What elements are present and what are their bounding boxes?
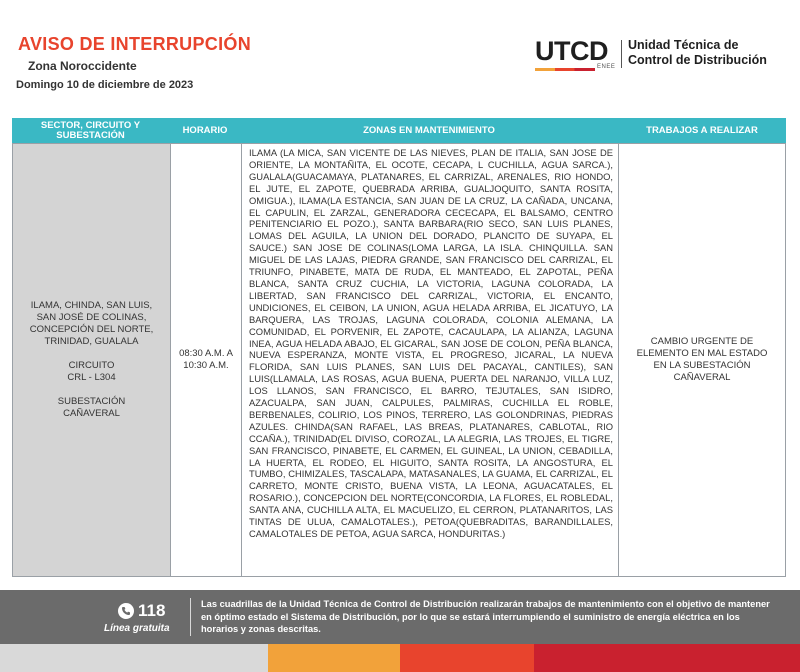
footer-separator [190, 598, 191, 636]
substation-value: CAÑAVERAL [63, 408, 120, 419]
logo-color-bars [535, 68, 595, 71]
footer-bar [0, 590, 800, 644]
phone-icon [118, 603, 134, 619]
trabajos-text: CAMBIO URGENTE DE ELEMENTO EN MAL ESTADO EN LA SUBESTACIÓN CAÑAVERAL [636, 336, 768, 383]
stripe-orange [268, 644, 400, 672]
logo-enee: ENEE [597, 64, 616, 70]
zonas-text: ILAMA (LA MICA, SAN VICENTE DE LAS NIEVES, PLAN DE ITALIA, SAN JOSE DE ORIENTE, LA MONTAÑITA, EL OCOTE, CECAPA, L CUCHILLA, AGUA SARCA.), GUALALA(GUACAMAYA, PLATANARES, EL CARRIZAL, ARENALES, RIO HONDO, EL JUTE, EL ZAPOTE, QUEBRADA ARRIBA, GUALJOQUITO, SANTA ROSITA, OMIGUA.), ILAMA(LA ESTANCIA, SAN JUAN DE LA CRUZ, LA CAÑADA, UNCANA, EL CAPULIN, EL ZARZAL, GENERADORA CECECAPA, EL BALSAMO, CENTRO PENITENCIARIO EL POZO.), SANTA BARBARA(RIO SECO, SAN LUIS PLANES, LOMAS DEL AGUILA, LA UNION DEL DORADO, PLANCITO DE SUYAPA, EL SAUCE.) SAN JOSE DE COLINAS(LOMA LARGA, LA ISLA. CHINQUILLA. SAN MIGUEL DE LAS LAJAS, PIEDRA GRANDE, SAN FRANCISCO DEL CARRIZAL, EL TRIUNFO, PINABETE, MATA DE RUDA, EL MANTEADO, EL ZAPOTAL, PEÑA BLANCA, SANTA CRUZ CUCHIA, LA VICTORIA, LAGUNA COLORADA, LA LIBERTAD, SAN FRANCISCO DEL CARRIZAL, VICTORIA, EL ENCANTO, UNDICIONES, EL CEIBON, LA UNION, AGUA HELADA ARRIBA, EL JICATUYO, LA BARQUERA, LAS TROJAS, LAGUNA COLORADA, COLONIA ALEMANA, LA COMUNIDAD, EL PORVENIR, EL ZAPOTE, CACAULAPA, LA ALIANZA, LAGUNA INEA, AGUA HELADA ABAJO, EL GICARAL, SAN JOSE DE COLON, PEÑA BLANCA, NUEVA ESPERANZA, MONTE VISTA, EL PROGRESO, JICARAL, LA NUEVA FLORIDA, SAN LUIS PLANES, SAN LUIS DEL PACAYAL, CANTILES), SAN LUIS(LLAMALA, LAS ROSAS, AGUA BUENA, PUERTA DEL NARANJO, VILLA LUZ, LOS LLANOS, SAN FRANCISCO, EL BARRO, TEJUTALES, SAN ISIDRO, AZACUALPA, SAN JUAN, CALPULES, PALMIRAS, CUCHILLA EL ROBLE, BERBENALES, COLIRIO, LOS PINOS, TERRERO, LAS GOLONDRINAS, PIEDRAS AZULES. CHINDA(SAN RAFAEL, LAS BREAS, PLATANARES, CABLOTAL, RIO CCAÑA.), TRINIDAD(EL DIVISO, COROZAL, LA ALEGRIA, LAS TROJES, EL TIGRE, SAN FRANCISCO, PINABETE, EL CARMEN, EL GUINEAL, LA UNION, CEBADILLA, LA HUERTA, EL RODEO, EL HIGUITO, SANTA ROSITA, LA ANGOSTURA, EL TUMBO, CHIMIZALES, TASCALAPA, MATASANALES, LA GUAMA, EL CARRIZAL, EL CARRETO, MONTE CRISTO, BUENA VISTA, LA LEONA, AGUACATALES, EL ROSARIO.), CONCEPCION DEL NORTE(CONCORDIA, LA FLORES, EL ROBLEDAL, SANTA ANA, CUCHILLA ALTA, EL MACUELIZO, EL CERRON, PLATANARITOS, LAS TINTAS DE ULUA, CAMALOTALES.), PETOA(QUEBRADITAS, BARANDILLALES, CAMALOTALES DE PETOA, AGUA SARCA, HONDURITAS.) [249, 147, 613, 539]
sector-names: ILAMA, CHINDA, SAN LUIS, SAN JOSÉ DE COLINAS, CONCEPCIÓN DEL NORTE, TRINIDAD, GUALALA [29, 300, 154, 347]
stripe-crimson [534, 644, 800, 672]
circuit-value: CRL - L304 [67, 372, 116, 383]
footer-notice-text: Las cuadrillas de la Unidad Técnica de Control de Distribución realizarán trabajos de mantenimiento con el objetivo de mantener en óptimo estado el Sistema de Distribución, por lo que se estará interrumpiendo el suministro de energía eléctrica en los horarios y zonas descritas. [201, 599, 770, 634]
stripe-red [400, 644, 534, 672]
logo-text [628, 38, 767, 68]
cell-sector [13, 144, 171, 576]
logo-text-line2: Control de Distribución [628, 53, 767, 67]
table-row [12, 143, 786, 577]
cell-trabajos [619, 144, 785, 576]
phone-number[interactable]: 118 [138, 601, 166, 620]
table-header-row [12, 118, 786, 143]
substation-label: SUBESTACIÓN [57, 396, 126, 407]
document-header [0, 0, 800, 110]
stripe-gray [0, 644, 268, 672]
logo-mark: UTCD [535, 36, 608, 66]
header-trabajos: TRABAJOS A REALIZAR [646, 124, 758, 136]
horario-start: 08:30 A.M. A [179, 348, 233, 359]
circuit-block [23, 360, 161, 384]
horario-end: 10:30 A.M. [183, 360, 229, 371]
circuit-label: CIRCUITO [68, 360, 115, 371]
zone-label: Zona Noroccidente [28, 59, 137, 73]
maintenance-table [12, 118, 786, 577]
utcd-logo [535, 36, 785, 76]
header-sector: SECTOR, CIRCUITO Y SUBESTACIÓN [40, 119, 141, 141]
cell-zonas [242, 144, 619, 576]
logo-text-line1: Unidad Técnica de [628, 38, 739, 52]
phone-label: Línea gratuita [104, 623, 170, 634]
footer-color-stripes [0, 644, 800, 672]
substation-block [23, 396, 161, 420]
header-horario: HORARIO [182, 124, 228, 136]
date-label: Domingo 10 de diciembre de 2023 [16, 79, 194, 91]
notice-title: AVISO DE INTERRUPCIÓN [18, 34, 251, 54]
logo-separator [621, 40, 622, 68]
cell-horario [171, 144, 242, 576]
header-zonas: ZONAS EN MANTENIMIENTO [363, 124, 495, 136]
